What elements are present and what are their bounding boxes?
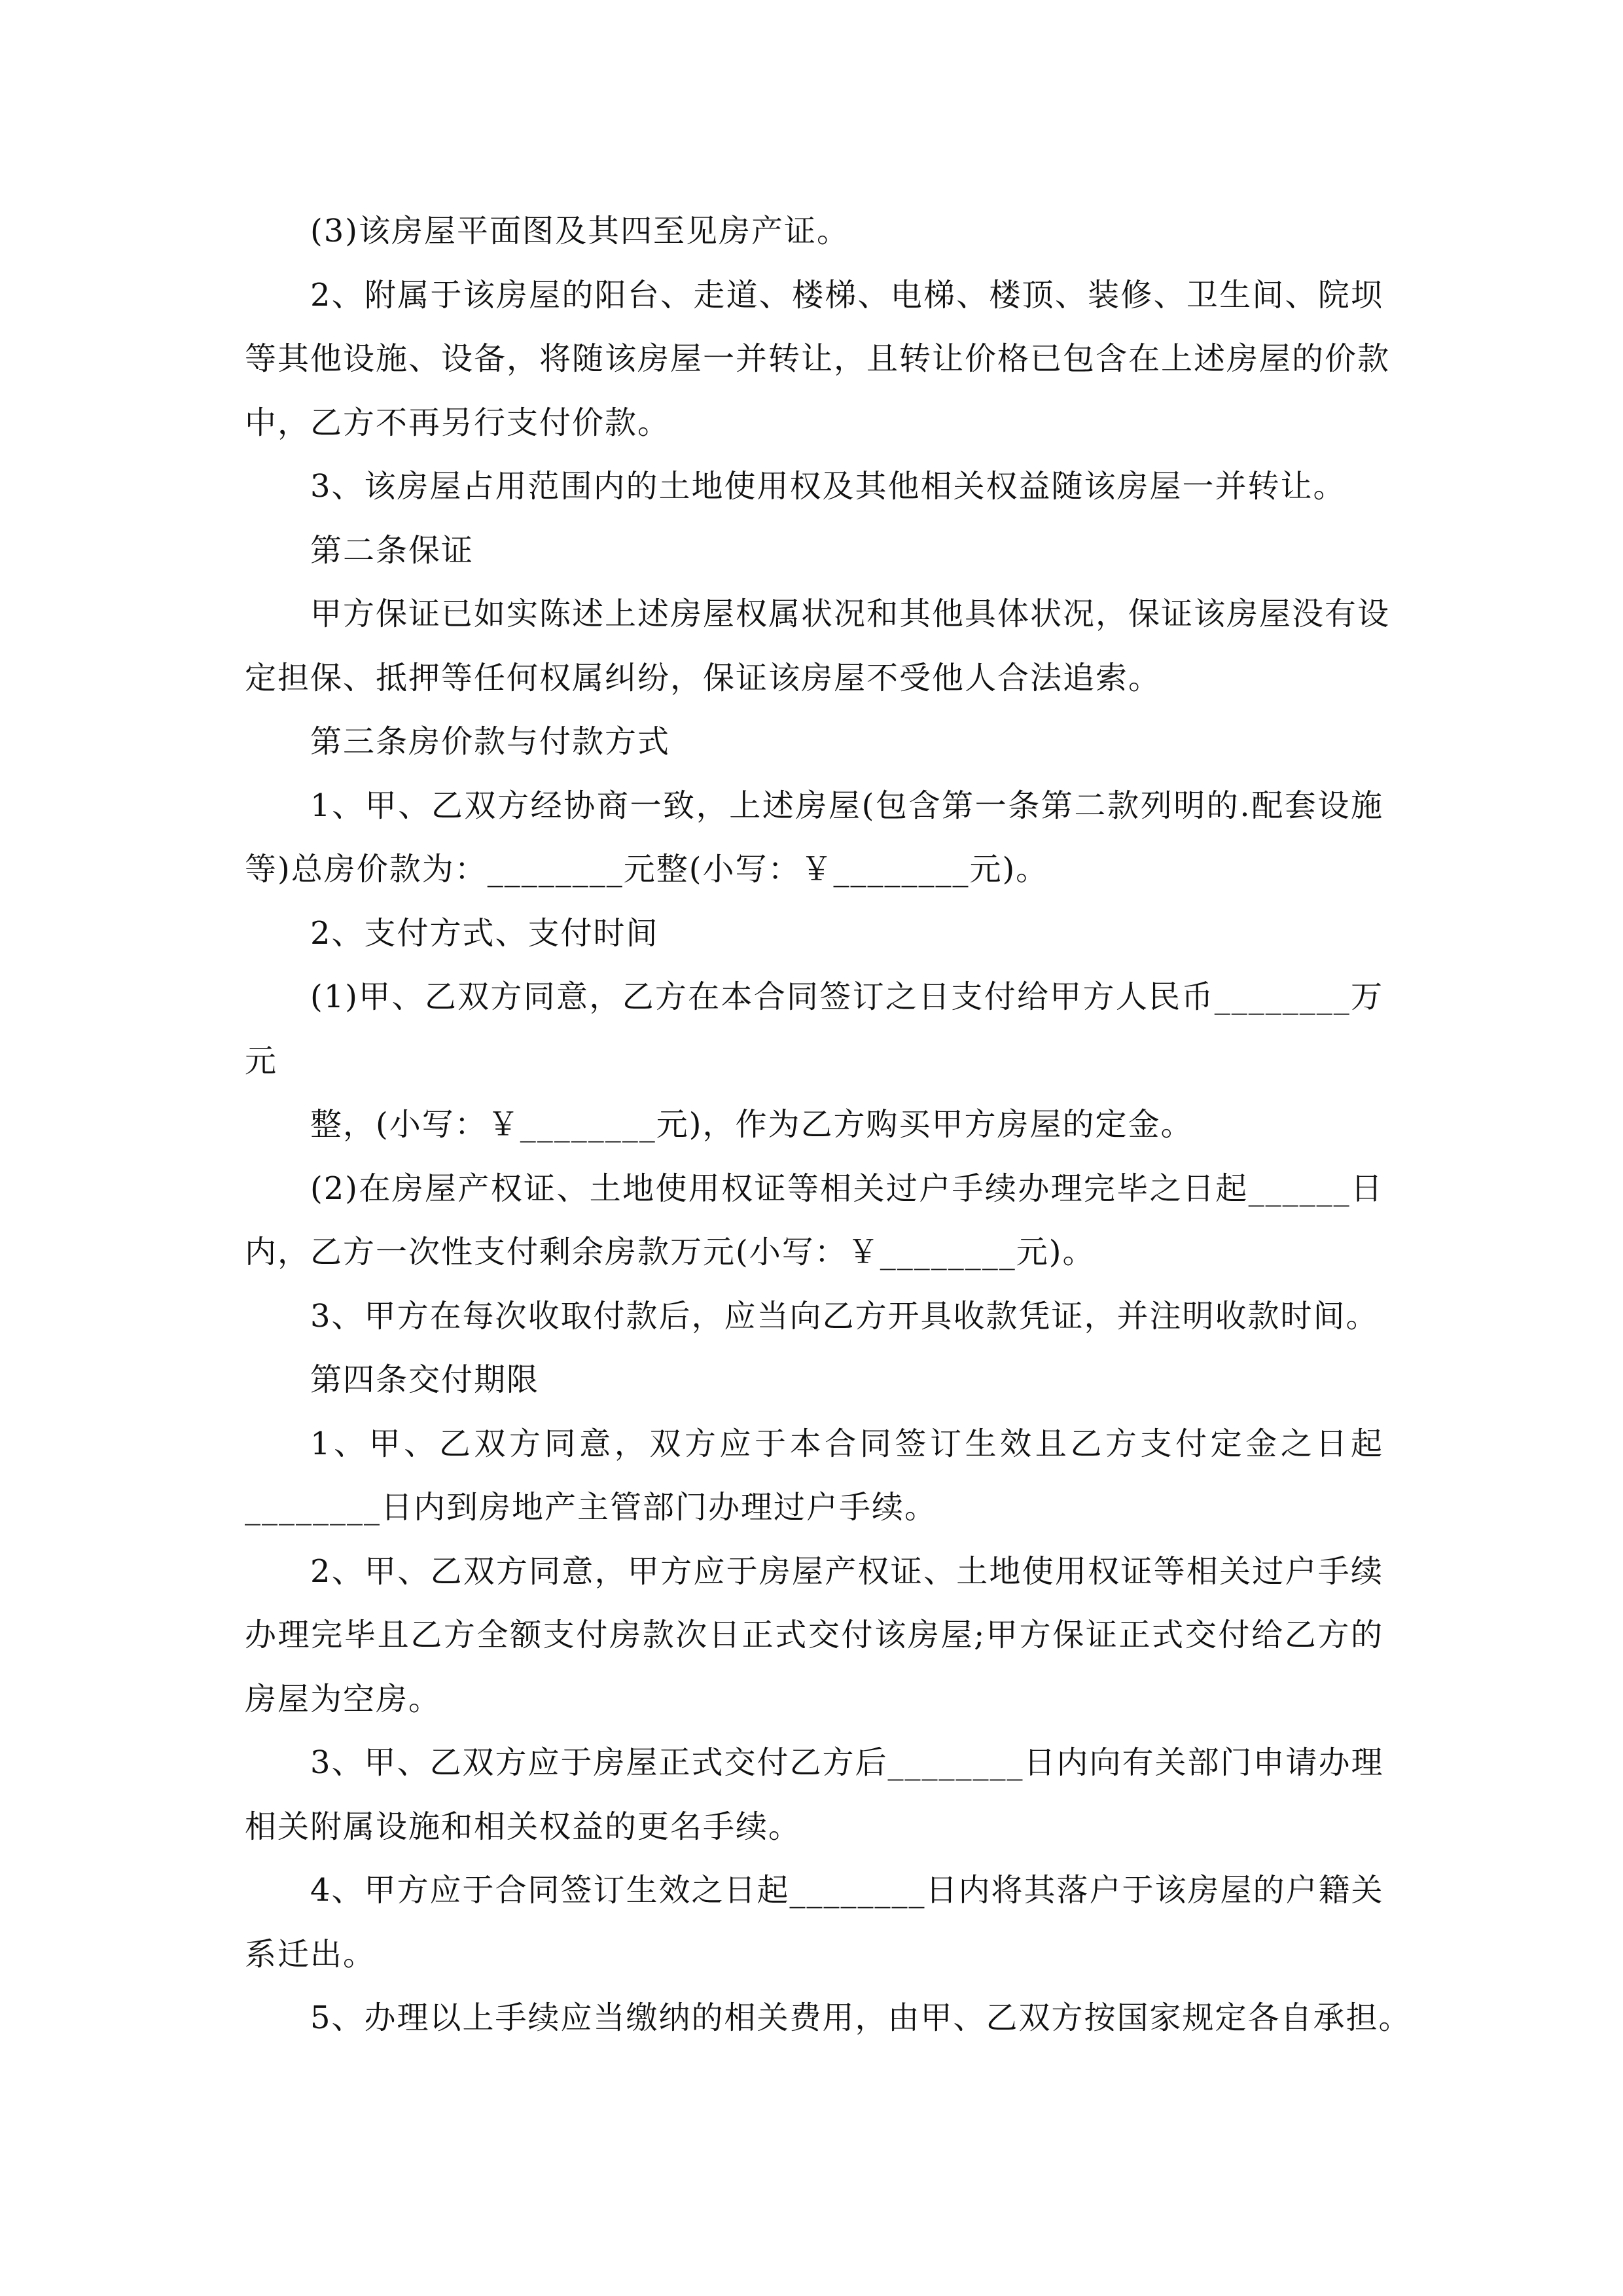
text-line: 2、支付方式、支付时间 <box>310 914 659 952</box>
text-line: 1、甲、乙双方经协商一致，上述房屋(包含第一条第二款列明的.配套设施 <box>310 787 1383 824</box>
text-line: (3)该房屋平面图及其四至见房产证。 <box>310 213 849 249</box>
text-line: 3、甲、乙双方应于房屋正式交付乙方后________日内向有关部门申请办理 <box>310 1744 1384 1781</box>
text-line: 办理完毕且乙方全额支付房款次日正式交付该房屋;甲方保证正式交付给乙方的 <box>245 1617 1383 1653</box>
text-line: 房屋为空房。 <box>245 1680 442 1717</box>
text-line: 相关附属设施和相关权益的更名手续。 <box>245 1808 802 1845</box>
text-line: 第二条保证 <box>310 531 474 569</box>
text-line: 等)总房价款为：________元整(小写：￥________元)。 <box>245 851 1049 888</box>
text-line: 5、办理以上手续应当缴纳的相关费用，由甲、乙双方按国家规定各自承担。 <box>310 2000 1412 2036</box>
text-line: 等其他设施、设备，将随该房屋一并转让，且转让价格已包含在上述房屋的价款 <box>245 340 1391 377</box>
text-line: 元 <box>245 1042 278 1079</box>
text-line: 第三条房价款与付款方式 <box>310 723 671 760</box>
text-line: 2、甲、乙双方同意，甲方应于房屋产权证、土地使用权证等相关过户手续 <box>310 1552 1383 1590</box>
text-line: 4、甲方应于合同签订生效之日起________日内将其落户于该房屋的户籍关 <box>310 1872 1384 1909</box>
text-line: (2)在房屋产权证、土地使用权证等相关过户手续办理完毕之日起______日 <box>310 1170 1383 1207</box>
text-line: 3、甲方在每次收取付款后，应当向乙方开具收款凭证，并注明收款时间。 <box>310 1297 1379 1335</box>
document-body <box>245 200 1412 2051</box>
text-line: 内，乙方一次性支付剩余房款万元(小写：￥________元)。 <box>245 1234 1096 1270</box>
text-line: 系迁出。 <box>245 1935 376 1973</box>
text-line: 第四条交付期限 <box>310 1361 540 1398</box>
text-line: 整，(小写：￥________元)，作为乙方购买甲方房屋的定金。 <box>310 1106 1194 1143</box>
text-line: 定担保、抵押等任何权属纠纷，保证该房屋不受他人合法追索。 <box>245 659 1162 696</box>
text-line: (1)甲、乙双方同意，乙方在本合同签订之日支付给甲方人民币________万 <box>310 978 1383 1015</box>
text-line: 2、附属于该房屋的阳台、走道、楼梯、电梯、楼顶、装修、卫生间、院坝 <box>310 276 1383 314</box>
text-line: 甲方保证已如实陈述上述房屋权属状况和其他具体状况，保证该房屋没有设 <box>310 596 1391 632</box>
text-line: ________日内到房地产主管部门办理过户手续。 <box>245 1489 938 1526</box>
text-line: 1、甲、乙双方同意，双方应于本合同签订生效且乙方支付定金之日起 <box>310 1425 1383 1462</box>
text-line: 中，乙方不再另行支付价款。 <box>245 404 671 441</box>
text-line: 3、该房屋占用范围内的土地使用权及其他相关权益随该房屋一并转让。 <box>310 468 1346 505</box>
